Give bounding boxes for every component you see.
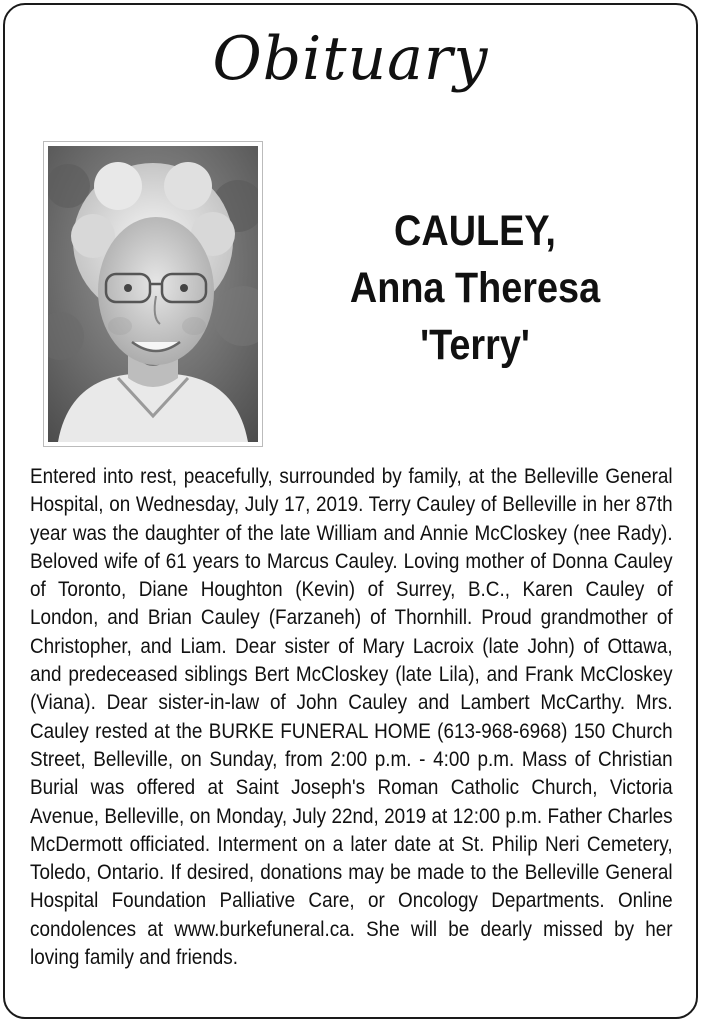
obituary-heading: Obituary (212, 24, 489, 94)
deceased-name (290, 203, 660, 374)
name-nickname: 'Terry' (420, 321, 530, 369)
obituary-body: Entered into rest, peacefully, surrounded by family, at the Belleville General Hospital, on Wednesday, July 17, 2019. Terry Cauley of Belleville in her 87th year was the daughter of the late William and Annie McCloskey (nee Rady). Beloved wife of 61 years to Marcus Cauley. Loving mother of Donna Cauley of Toronto, Diane Houghton (Kevin) of Surrey, B.C., Karen Cauley of London, and Brian Cauley (Farzaneh) of Thornhill. Proud grandmother of Christopher, and Liam. Dear sister of Mary Lacroix (late John) of Ottawa, and predeceased siblings Bert McCloskey (late Lila), and Frank McCloskey (Viana). Dear sister-in-law of John Cauley and Lambert McCarthy. Mrs. Cauley rested at the BURKE FUNERAL HOME (613-968-6968) 150 Church Street, Belleville, on Sunday, from 2:00 p.m. - 4:00 p.m. Mass of Christian Burial was offered at Saint Joseph's Roman Catholic Church, Victoria Avenue, Belleville, on Monday, July 22nd, 2019 at 12:00 p.m. Father Charles McDermott officiated. Interment on a later date at St. Philip Neri Cemetery, Toledo, Ontario. If desired, donations may be made to the Belleville General Hospital Foundation Palliative Care, or Oncology Departments. Online condolences at www.burkefuneral.ca. She will be dearly missed by her loving family and friends. (30, 465, 673, 970)
name-given: Anna Theresa (349, 264, 601, 312)
portrait-icon (48, 146, 258, 442)
name-surname: CAULEY, (394, 207, 556, 255)
obituary-frame (3, 3, 698, 1019)
portrait-photo (44, 142, 262, 446)
